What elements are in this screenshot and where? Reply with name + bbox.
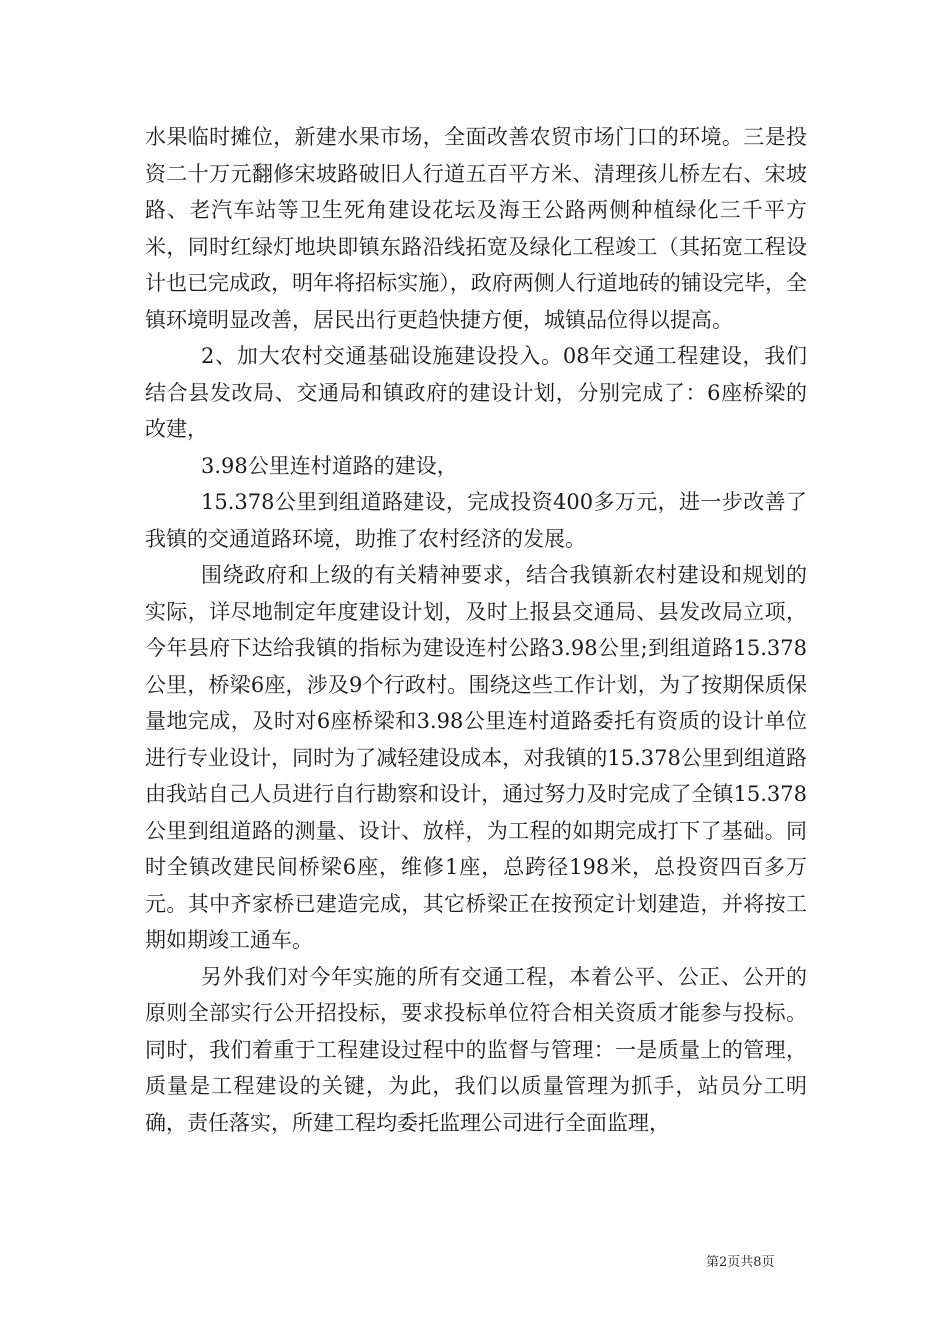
document-body — [145, 119, 807, 1141]
paragraph-group-roads: 15.378公里到组道路建设，完成投资400多万元，进一步改善了我镇的交通道路环境，助推了农村经济的发展。 — [145, 490, 807, 551]
paragraph-planning: 围绕政府和上级的有关精神要求，结合我镇新农村建设和规划的实际，详尽地制定年度建设计划，及时上报县交通局、县发改局立项，今年县府下达给我镇的指标为建设连村公路3.98公里;到组道路15.378公里，桥梁6座，涉及9个行政村。围绕这些工作计划，为了按期保质保量地完成，及时对6座桥梁和3.98公里连村道路委托有资质的设计单位进行专业设计，同时为了减轻建设成本，对我镇的15.378公里到组道路由我站自己人员进行自行勘察和设计，通过努力及时完成了全镇15.378公里到组道路的测量、设计、放样，为工程的如期完成打下了基础。同时全镇改建民间桥梁6座，维修1座，总跨径198米，总投资四百多万元。其中齐家桥已建造完成，其它桥梁正在按预定计划建造，并将按工期如期竣工通车。 — [145, 563, 807, 952]
paragraph-continued: 水果临时摊位，新建水果市场，全面改善农贸市场门口的环境。三是投资二十万元翻修宋坡路破旧人行道五百平方米、清理孩儿桥左右、宋坡路、老汽车站等卫生死角建设花坛及海王公路两侧种植绿化三千平方米，同时红绿灯地块即镇东路沿线拓宽及绿化工程竣工（其拓宽工程设计也已完成政，明年将招标实施），政府两侧人行道地砖的铺设完毕，全镇环境明显改善，居民出行更趋快捷方便，城镇品位得以提高。 — [145, 125, 807, 332]
paragraph-village-roads: 3.98公里连村道路的建设， — [201, 453, 458, 478]
paragraph-bidding: 另外我们对今年实施的所有交通工程，本着公平、公正、公开的原则全部实行公开招投标，要求投标单位符合相关资质才能参与投标。同时，我们着重于工程建设过程中的监督与管理：一是质量上的管理，质量是工程建设的关键，为此，我们以质量管理为抓手，站员分工明确，责任落实，所建工程均委托监理公司进行全面监理， — [145, 964, 807, 1135]
paragraph-rural-transport: 2、加大农村交通基础设施建设投入。08年交通工程建设，我们结合县发改局、交通局和镇政府的建设计划，分别完成了：6座桥梁的改建， — [145, 344, 807, 441]
page-number: 第2页共8页 — [706, 1255, 775, 1270]
